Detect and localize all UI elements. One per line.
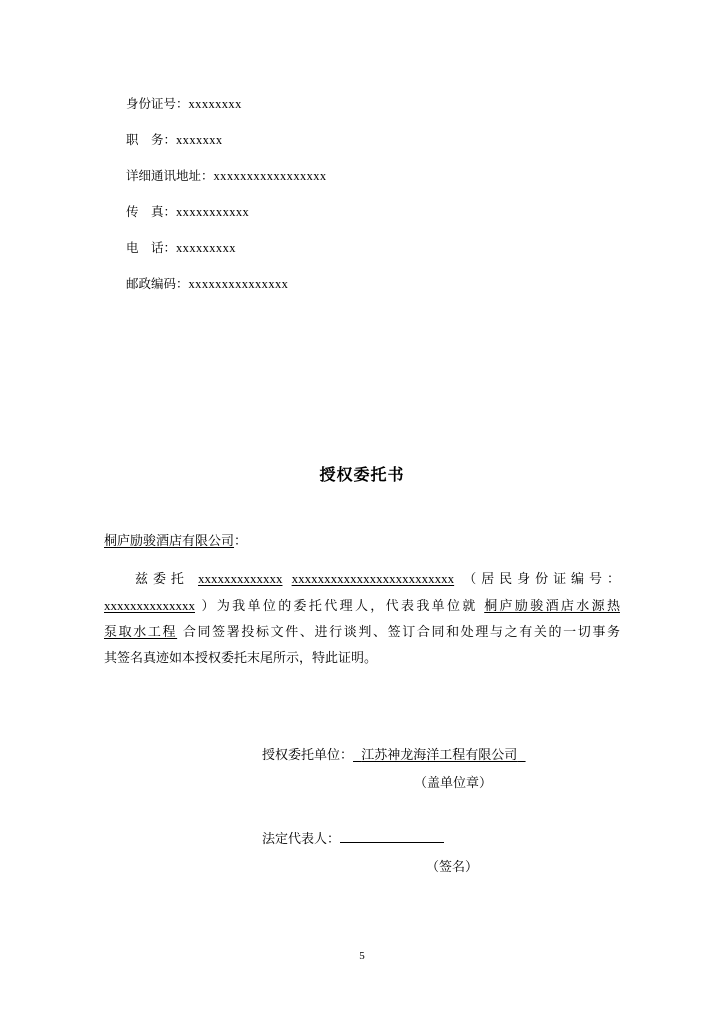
body-line-4: 其签名真迹如本授权委托末尾所示，特此证明。 xyxy=(104,651,378,666)
position-value: xxxxxxx xyxy=(176,133,223,147)
legal-rep-line xyxy=(262,828,444,847)
project-name-part2: 泵取水工程 xyxy=(104,625,178,640)
id-number-line xyxy=(126,96,242,112)
addressee-suffix: ： xyxy=(234,534,248,549)
position-label: 职 务： xyxy=(126,132,177,147)
body-line-1 xyxy=(104,566,620,593)
agent-extra: xxxxxxxxxxxxxxxxxxxxxxxxx xyxy=(291,571,455,586)
postcode-value: xxxxxxxxxxxxxxx xyxy=(188,277,289,291)
agent-id-value: xxxxxxxxxxxxxx xyxy=(104,598,195,613)
legal-rep-label: 法定代表人： xyxy=(262,832,341,847)
sign-note: （签名） xyxy=(426,860,479,875)
body-line-2 xyxy=(104,593,620,620)
authorization-body xyxy=(104,566,620,672)
unit-name: 江苏神龙海洋工程有限公司 xyxy=(361,748,518,763)
id-number-label: 身份证号： xyxy=(126,96,189,111)
address-label: 详细通讯地址： xyxy=(126,168,214,183)
page-number: 5 xyxy=(359,950,365,962)
project-name-part1: 桐庐励骏酒店水源热 xyxy=(484,599,620,614)
addressee-name: 桐庐励骏酒店有限公司 xyxy=(104,534,235,549)
phone-line xyxy=(126,240,236,256)
unit-label: 授权委托单位： xyxy=(262,748,354,763)
agent-name: xxxxxxxxxxxxx xyxy=(198,571,283,586)
address-value: xxxxxxxxxxxxxxxxx xyxy=(213,169,327,183)
body-prefix: 兹委托 xyxy=(130,572,189,587)
body-middle: ）为我单位的委托代理人，代表我单位就 xyxy=(201,599,478,614)
fax-label: 传 真： xyxy=(126,204,177,219)
fax-value: xxxxxxxxxxx xyxy=(176,205,250,219)
postcode-line xyxy=(126,276,288,292)
address-line xyxy=(126,168,327,184)
addressee-line xyxy=(104,530,247,549)
id-prefix: （居民身份证编号： xyxy=(463,572,620,587)
document-title: 授权委托书 xyxy=(319,465,405,484)
body-line-3 xyxy=(104,620,620,646)
fax-line xyxy=(126,204,249,220)
legal-rep-blank xyxy=(340,830,444,843)
position-line xyxy=(126,132,223,148)
unit-line xyxy=(262,744,526,763)
body-rest: 合同签署投标文件、进行谈判、签订合同和处理与之有关的一切事务 xyxy=(182,625,620,640)
id-number-value: xxxxxxxx xyxy=(188,97,242,111)
postcode-label: 邮政编码： xyxy=(126,276,189,291)
phone-label: 电 话： xyxy=(126,240,177,255)
stamp-note: （盖单位章） xyxy=(414,776,493,791)
phone-value: xxxxxxxxx xyxy=(176,241,236,255)
